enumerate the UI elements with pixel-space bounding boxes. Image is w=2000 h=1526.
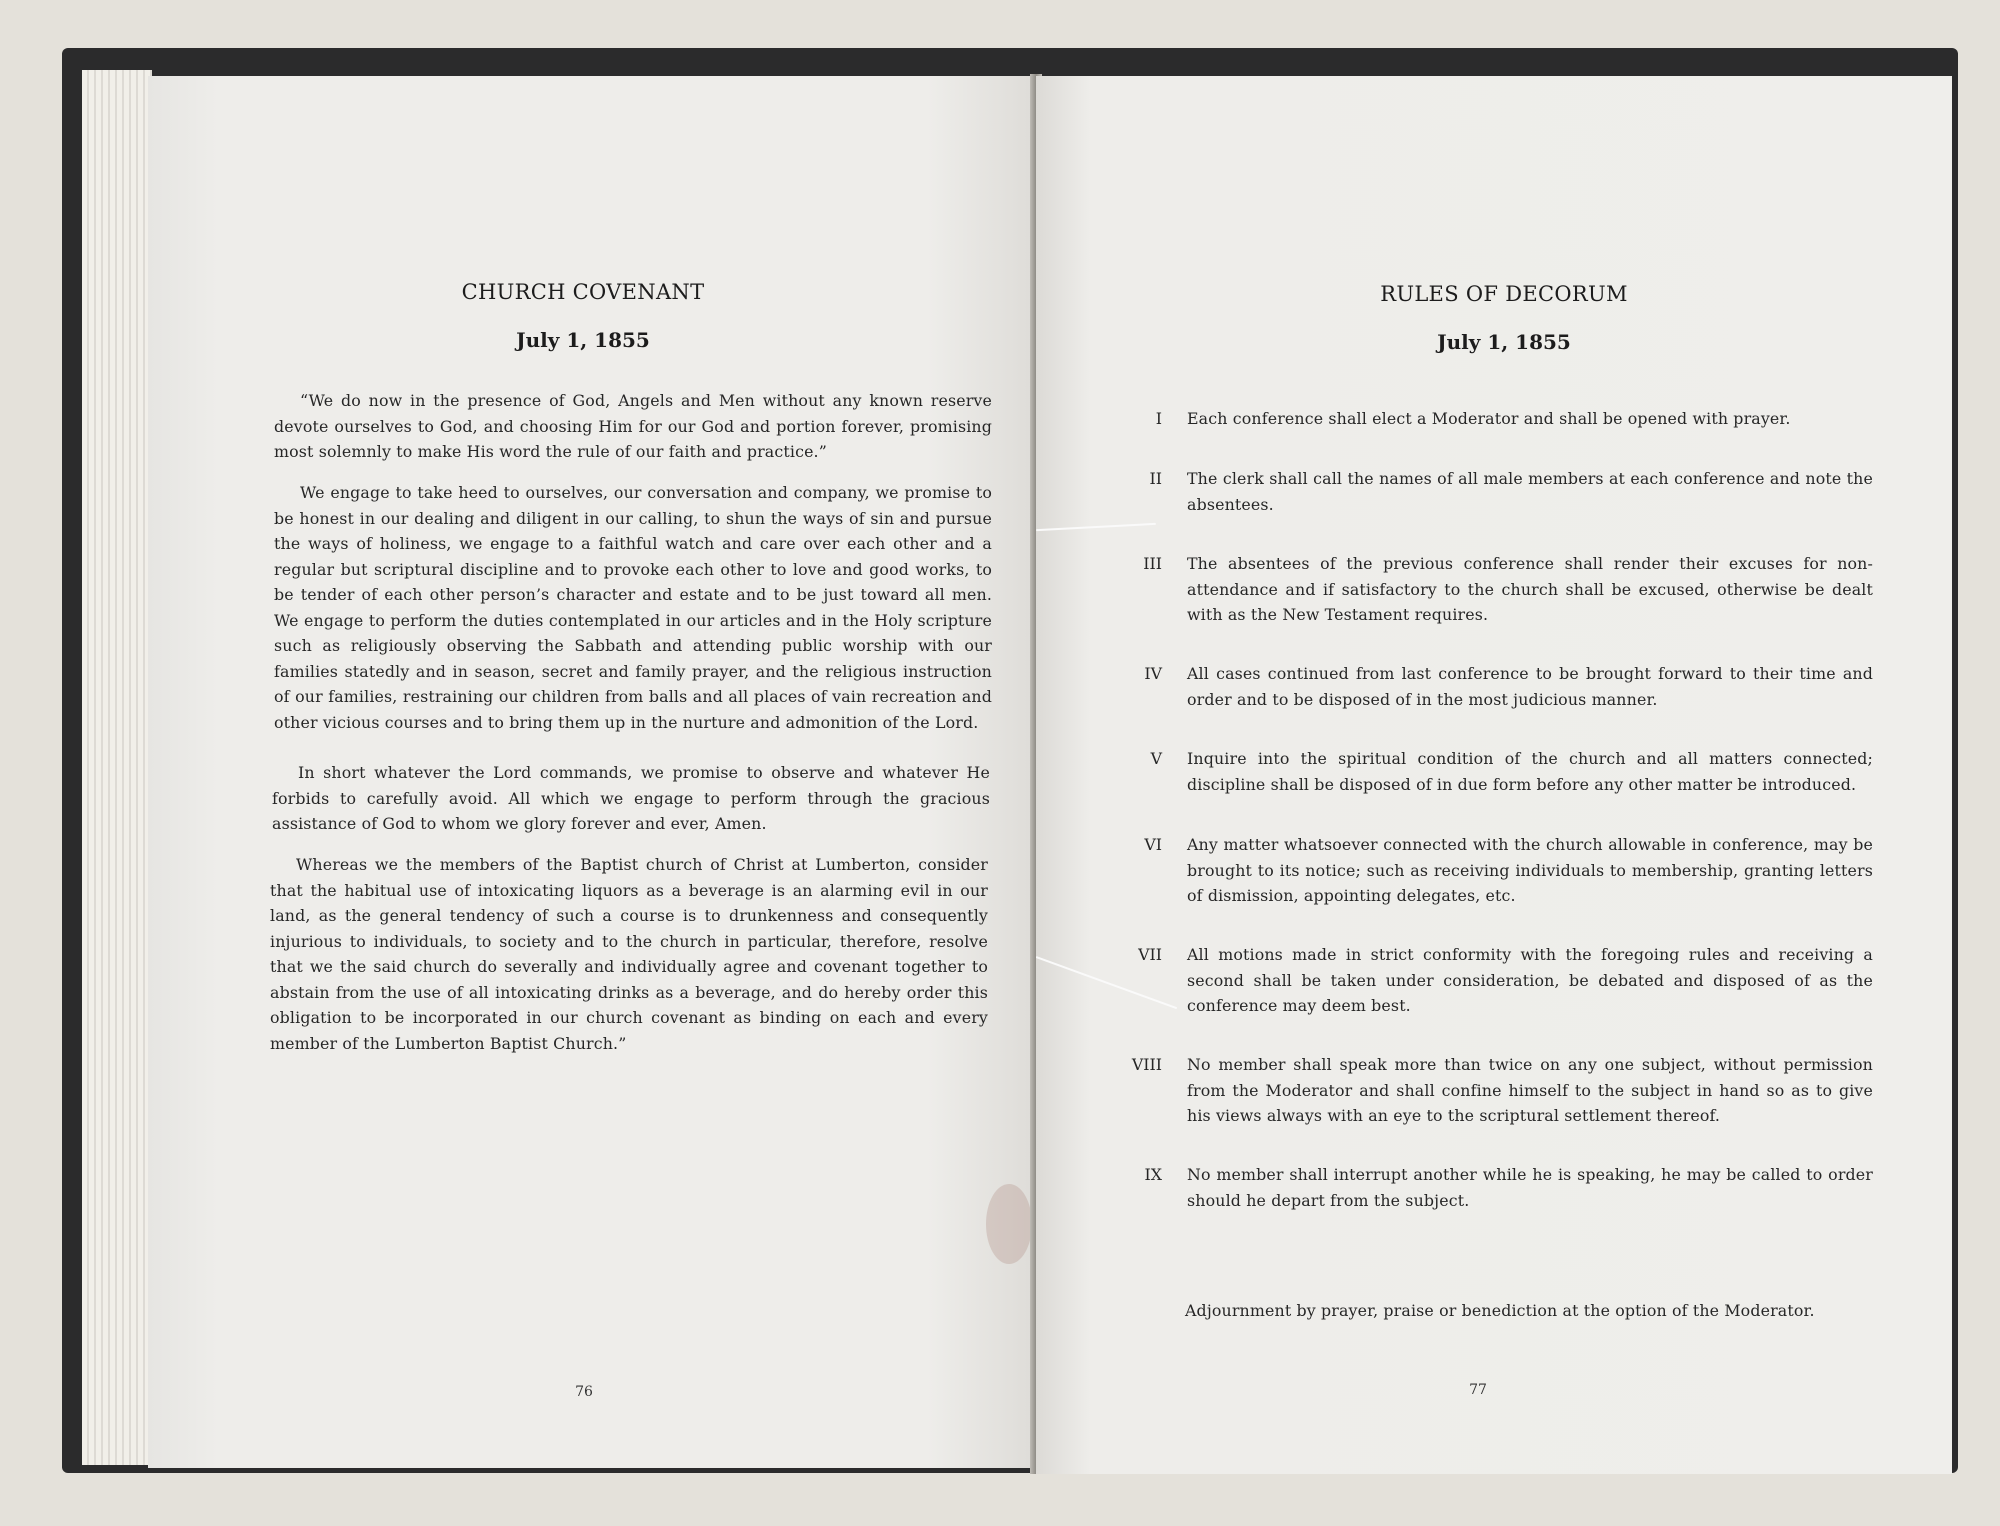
rule-numeral: VIII	[1131, 1055, 1162, 1074]
right-page	[1036, 76, 1952, 1474]
rule-numeral: IX	[1144, 1165, 1162, 1184]
rule-item	[1036, 551, 1952, 624]
covenant-paragraph-4: Whereas we the members of the Baptist church of Christ at Lumberton, consider that the habitual use of intoxicating liquors as a beverage is an alarming evil in our land, as the general tendency of such a course is to drunkenness and consequently injurious to individuals, to society and to the church in particular, therefore, resolve that we the said church do severally and individually agree and covenant together to abstain from the use of all intoxicating drinks as a beverage, and do hereby order this obligation to be incorporated in our church covenant as binding on each and every member of the Lumberton Baptist Church.”	[270, 855, 988, 1053]
rule-item	[1036, 661, 1952, 721]
covenant-paragraph-2: We engage to take heed to ourselves, our conversation and company, we promise to be honest in our dealing and diligent in our calling, to shun the ways of sin and pursue the ways of holiness, we engage to a faithful watch and care over each other and a regular but scriptural discipline and to provoke each other to love and good works, to be tender of each other person’s character and estate and to be just toward all men. We engage to perform the duties contemplated in our articles and in the Holy scripture such as religiously observing the Sabbath and attending public worship with our families statedly and in season, secret and family prayer, and the religious instruction of our families, restraining our children from balls and all places of vain recreation and other vicious courses and to bring them up in the nurture and admonition of the Lord.	[274, 483, 992, 732]
decorum-date: July 1, 1855	[1437, 330, 1571, 354]
closing-note: Adjournment by prayer, praise or benediction at the option of the Moderator.	[1185, 1301, 1815, 1320]
rule-text: All motions made in strict conformity with the foregoing rules and receiving a second shall be taken under consideration, be debated and disposed of as the conference may deem best.	[1187, 945, 1873, 1015]
page-stain	[986, 1184, 1032, 1264]
rule-item	[1036, 406, 1952, 466]
rule-text: Any matter whatsoever connected with the church allowable in conference, may be brought to its notice; such as receiving individuals to membership, granting letters of dismission, appointing delegates, etc.	[1187, 835, 1873, 905]
rule-numeral: I	[1155, 409, 1162, 428]
rule-text: Inquire into the spiritual condition of the church and all matters connected; discipline shall be disposed of in due form before any other matter be introduced.	[1187, 749, 1873, 794]
page-number-right: 77	[1469, 1382, 1487, 1398]
rule-text: No member shall speak more than twice on any one subject, without permission from the Moderator and shall confine himself to the subject in hand so as to give his views always with an eye to the scriptural settlement thereof.	[1187, 1055, 1873, 1125]
covenant-title: CHURCH COVENANT	[461, 280, 705, 304]
rule-numeral: III	[1143, 554, 1162, 573]
rule-numeral: II	[1149, 469, 1162, 488]
rule-text: The clerk shall call the names of all male members at each conference and note the absentees.	[1187, 469, 1873, 514]
rule-text: No member shall interrupt another while he is speaking, he may be called to order should he depart from the subject.	[1187, 1165, 1873, 1210]
covenant-date: July 1, 1855	[516, 328, 650, 352]
rule-text: All cases continued from last conference to be brought forward to their time and order and to be disposed of in the most judicious manner.	[1187, 664, 1873, 709]
rule-item	[1036, 1052, 1952, 1125]
rule-numeral: V	[1150, 749, 1162, 768]
rule-item	[1036, 1162, 1952, 1222]
rule-text: Each conference shall elect a Moderator and shall be opened with prayer.	[1187, 409, 1791, 428]
rule-item	[1036, 466, 1952, 526]
rule-item	[1036, 832, 1952, 905]
left-page	[148, 76, 1034, 1468]
rule-item	[1036, 942, 1952, 1015]
rule-text: The absentees of the previous conference shall render their excuses for non-attendance and if satisfactory to the church shall be excused, otherwise be dealt with as the New Testament requires.	[1187, 554, 1873, 624]
page-number-left: 76	[575, 1384, 593, 1400]
rule-numeral: VI	[1144, 835, 1162, 854]
covenant-paragraph-3: In short whatever the Lord commands, we promise to observe and whatever He forbids to carefully avoid. All which we engage to perform through the gracious assistance of God to whom we glory forever and ever, Amen.	[272, 763, 990, 833]
rule-numeral: IV	[1144, 664, 1162, 683]
decorum-title: RULES OF DECORUM	[1380, 282, 1628, 306]
page-edges	[82, 70, 152, 1465]
rule-numeral: VII	[1138, 945, 1162, 964]
rule-item	[1036, 746, 1952, 806]
covenant-paragraph-1: “We do now in the presence of God, Angels and Men without any known reserve devote ourselves to God, and choosing Him for our God and portion forever, promising most solemnly to make His word the rule of our faith and practice.”	[274, 391, 992, 461]
